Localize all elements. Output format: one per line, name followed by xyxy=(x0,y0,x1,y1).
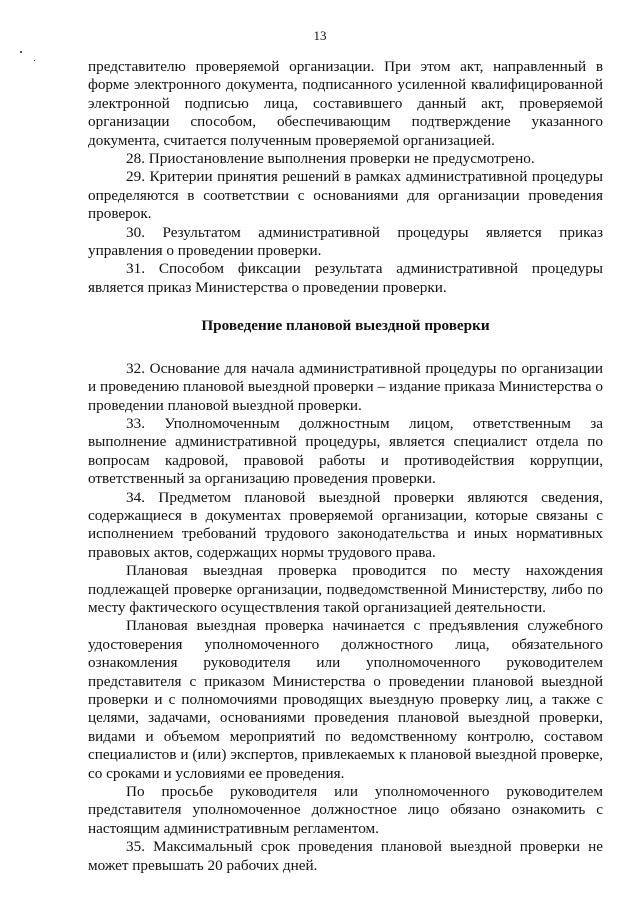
section-heading: Проведение плановой выездной проверки xyxy=(201,317,490,335)
paragraph: 32. Основание для начала административной процедуры по организации и проведению плановой выездной проверки – издание приказа Министерства о проведении плановой выездной проверки. xyxy=(88,359,603,414)
paragraphs-before-heading xyxy=(88,58,603,297)
paragraph: 34. Предметом плановой выездной проверки являются сведения, содержащиеся в документах проверяемой организации, которые связаны с исполнением требований трудового законодательства и иных нормативных правовых актов, содержащих нормы трудового права. xyxy=(88,488,603,561)
paragraph: 28. Приостановление выполнения проверки не предусмотрено. xyxy=(126,150,535,168)
paragraph: представителю проверяемой организации. При этом акт, направленный в форме электронного документа, подписанного усиленной квалифицированной электронной подписью лица, составившего данный акт, проверяемой организации способом, обеспечивающим подтверждение указанного документа, считается полученным проверяемой организацией. xyxy=(88,58,603,149)
document-body xyxy=(88,58,603,875)
paragraph: 35. Максимальный срок проведения плановой выездной проверки не может превышать 20 рабочих дней. xyxy=(88,838,603,874)
paragraph: Плановая выездная проверка начинается с предъявления служебного удостоверения уполномоченного должностного лица, обязательного ознакомления руководителя или уполномоченного руководителем представителя с приказом Министерства о проведении плановой выездной проверки и с полномочиями проводящих выездную проверку лиц, а также с целями, задачами, основаниями проведения плановой выездной проверки, видами и объемом мероприятий по ведомственному контролю, составом специалистов и (или) экспертов, привлекаемых к плановой выездной проверке, со сроками и условиями ее проведения. xyxy=(88,617,603,782)
page-number: 13 xyxy=(313,28,327,43)
paragraph: 33. Уполномоченным должностным лицом, ответственным за выполнение административной процедуры, является специалист отдела по вопросам кадровой, правовой работы и противодействия коррупции, ответственный за организацию проведения проверки. xyxy=(88,414,603,488)
paragraphs-after-heading xyxy=(88,360,603,875)
paragraph: 29. Критерии принятия решений в рамках административной процедуры определяются в соответствии с основаниями для организации проведения проверок. xyxy=(88,168,603,223)
scan-dot-mark xyxy=(20,51,22,53)
scan-dot-mark xyxy=(34,60,35,61)
paragraph: По просьбе руководителя или уполномоченного руководителем представителя уполномоченное должностное лицо обязано ознакомить с настоящим административным регламентом. xyxy=(88,783,603,837)
paragraph: 30. Результатом административной процедуры является приказ управления о проведении проверки. xyxy=(88,223,603,260)
paragraph: Плановая выездная проверка проводится по месту нахождения подлежащей проверке организации, подведомственной Министерству, либо по месту фактического осуществления такой организацией деятельности. xyxy=(88,562,603,616)
paragraph: 31. Способом фиксации результата административной процедуры является приказ Министерства о проведении проверки. xyxy=(88,260,603,296)
